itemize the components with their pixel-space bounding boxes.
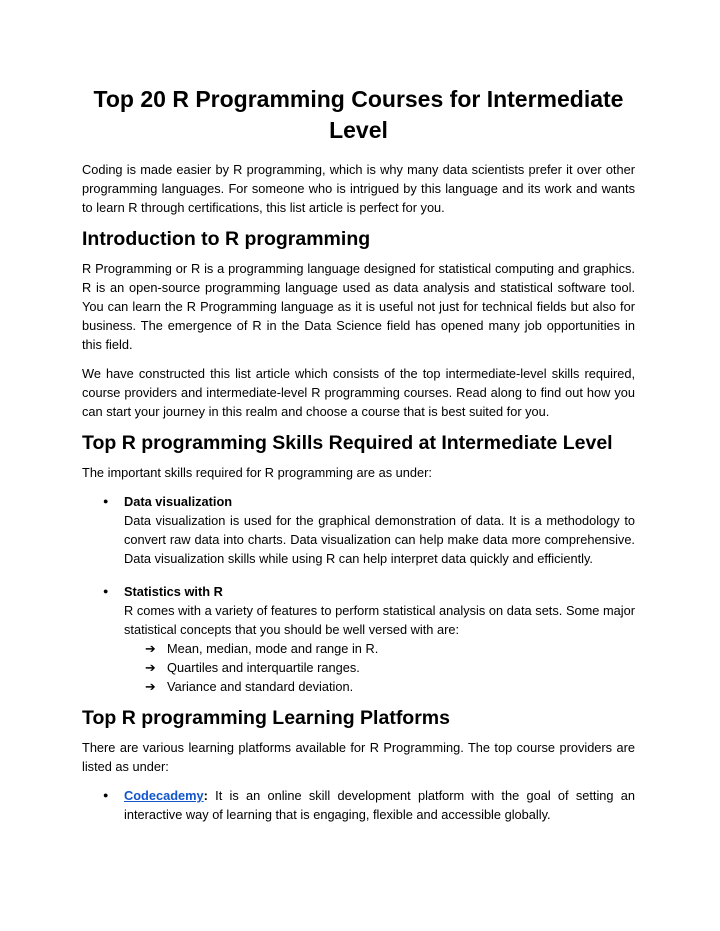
document-title: Top 20 R Programming Courses for Intermediate Level: [93, 86, 624, 143]
bullet-text: It is an online skill development platform with the goal of setting an interactive way of learning that is engaging, flexible and accessible globally.: [124, 788, 635, 822]
sublist-item: [145, 658, 635, 677]
section-heading-platforms: Top R programming Learning Platforms: [82, 707, 450, 729]
list-item-codecademy: [103, 786, 635, 824]
bullet-body: Data visualization is used for the graphical demonstration of data. It is a methodology to convert raw data into charts. Data visualization can help make data more comprehensive. Data visualization skills while using R can help interpret data quickly and efficiently.: [124, 513, 635, 566]
bullet-title: Statistics with R: [124, 584, 223, 599]
skills-list: [82, 492, 635, 696]
bullet-icon: ●: [103, 586, 109, 596]
sublist-item-text: Mean, median, mode and range in R.: [167, 641, 379, 656]
paragraph-platforms-intro: There are various learning platforms available for R Programming. The top course providers are listed as under:: [82, 740, 635, 774]
list-item-statistics-with-r: [103, 582, 635, 696]
bullet-body: R comes with a variety of features to perform statistical analysis on data sets. Some major statistical concepts that you should be well versed with are:: [124, 603, 635, 637]
bullet-icon: ●: [103, 790, 109, 800]
bullet-icon: ●: [103, 496, 109, 506]
paragraph-skills-intro: The important skills required for R programming are as under:: [82, 465, 432, 480]
paragraph-introduction-1: R Programming or R is a programming language designed for statistical computing and graphics. R is an open-source programming language used as data analysis and statistical software tool. You can learn the R Programming language as it is useful not just for technical fields but also for business. The emergence of R in the Data Science field has opened many job opportunities in this field.: [82, 261, 635, 352]
paragraph-introduction-2: We have constructed this list article which consists of the top intermediate-level skills required, course providers and intermediate-level R programming courses. Read along to find out how you can start your journey in this realm and choose a course that is best suited for you.: [82, 366, 635, 419]
lead-paragraph: Coding is made easier by R programming, which is why many data scientists prefer it over other programming languages. For someone who is intrigued by this language and its work and wants to learn R through certifications, this list article is perfect for you.: [82, 162, 635, 215]
bullet-title: Data visualization: [124, 494, 233, 509]
codecademy-link[interactable]: Codecademy: [124, 788, 204, 803]
sublist-item-text: Quartiles and interquartile ranges.: [167, 660, 360, 675]
arrow-bullet-icon: ➔: [145, 641, 156, 656]
sublist-item-text: Variance and standard deviation.: [167, 679, 354, 694]
arrow-bullet-icon: ➔: [145, 679, 156, 694]
sublist-item: [145, 677, 635, 696]
platforms-list: [82, 786, 635, 824]
arrow-bullet-icon: ➔: [145, 660, 156, 675]
link-separator: :: [203, 788, 208, 803]
section-heading-introduction: Introduction to R programming: [82, 228, 371, 250]
statistics-sublist: [124, 639, 635, 696]
sublist-item: [145, 639, 635, 658]
list-item-data-visualization: [103, 492, 635, 568]
section-heading-skills: Top R programming Skills Required at Intermediate Level: [82, 432, 613, 454]
